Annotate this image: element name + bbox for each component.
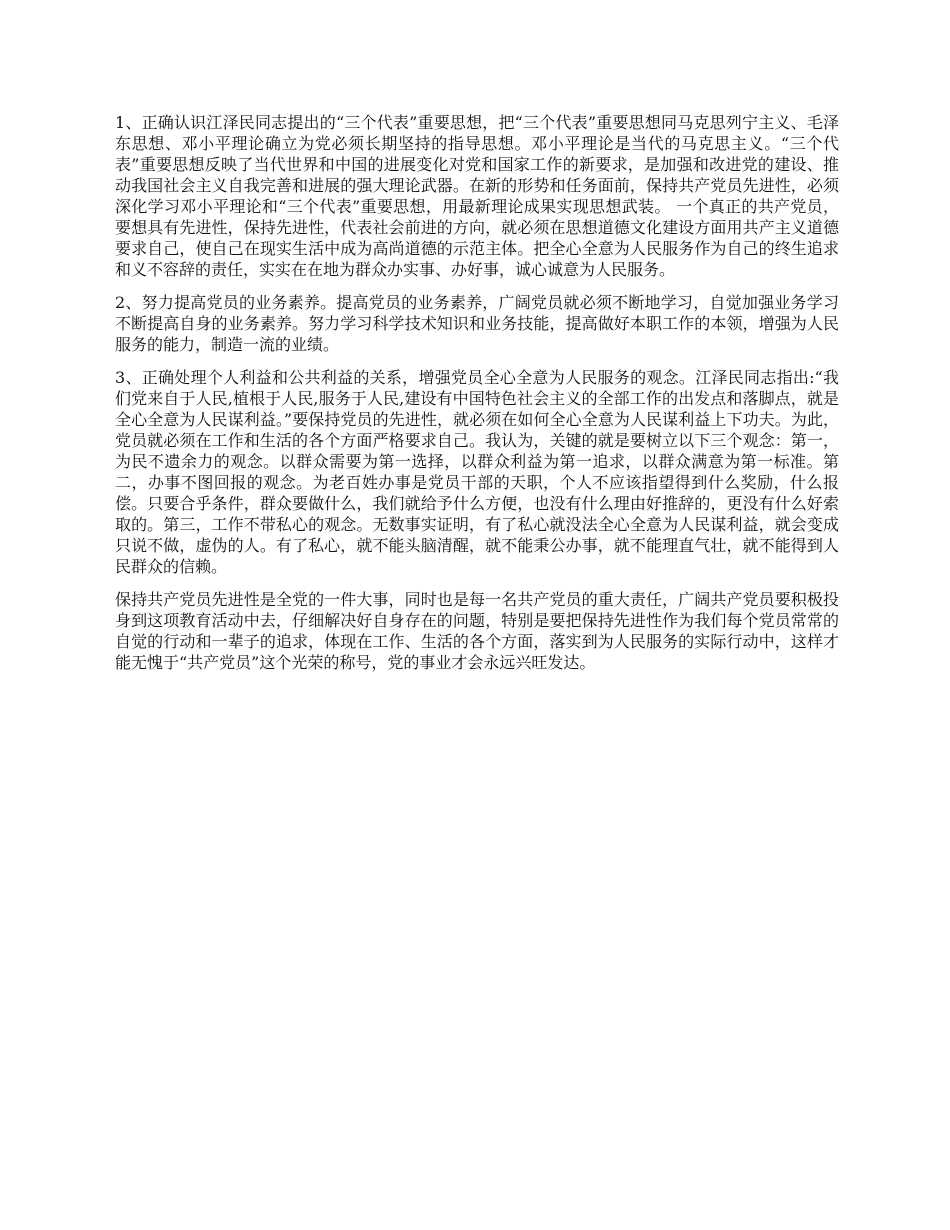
paragraph-point-2: 2、努力提高党员的业务素养。提高党员的业务素养，广阔党员就必须不断地学习，自觉加强业务学习不断提高自身的业务素养。努力学习科学技术知识和业务技能，提高做好本职工作的本领，增强为人民服务的能力，制造一流的业绩。 (115, 293, 839, 354)
document-body (115, 112, 839, 685)
paragraph-point-3: 3、正确处理个人利益和公共利益的关系，增强党员全心全意为人民服务的观念。江泽民同志指出:“我们党来自于人民,植根于人民,服务于人民,建设有中国特色社会主义的全部工作的出发点和落脚点，就是全心全意为人民谋利益。”要保持党员的先进性，就必须在如何全心全意为人民谋利益上下功夫。为此，党员就必须在工作和生活的各个方面严格要求自己。我认为，关键的就是要树立以下三个观念：第一，为民不遗余力的观念。以群众需要为第一选择，以群众利益为第一追求，以群众满意为第一标准。第二，办事不图回报的观念。为老百姓办事是党员干部的天职，个人不应该指望得到什么奖励，什么报偿。只要合乎条件，群众要做什么，我们就给予什么方便，也没有什么理由好推辞的，更没有什么好索取的。第三，工作不带私心的观念。无数事实证明，有了私心就没法全心全意为人民谋利益，就会变成只说不做，虚伪的人。有了私心，就不能头脑清醒，就不能秉公办事，就不能理直气壮，就不能得到人民群众的信赖。 (115, 368, 839, 576)
paragraph-point-1: 1、正确认识江泽民同志提出的“三个代表”重要思想，把“三个代表”重要思想同马克思列宁主义、毛泽东思想、邓小平理论确立为党必须长期坚持的指导思想。邓小平理论是当代的马克思主义。“三个代表”重要思想反映了当代世界和中国的进展变化对党和国家工作的新要求，是加强和改进党的建设、推动我国社会主义自我完善和进展的强大理论武器。在新的形势和任务面前，保持共产党员先进性，必须深化学习邓小平理论和“三个代表”重要思想，用最新理论成果实现思想武装。 一个真正的共产党员，要想具有先进性，保持先进性，代表社会前进的方向，就必须在思想道德文化建设方面用共产主义道德要求自己，使自己在现实生活中成为高尚道德的示范主体。把全心全意为人民服务作为自己的终生追求和义不容辞的责任，实实在在地为群众办实事、办好事，诚心诚意为人民服务。 (115, 113, 839, 279)
paragraph-conclusion: 保持共产党员先进性是全党的一件大事，同时也是每一名共产党员的重大责任，广阔共产党员要积极投身到这项教育活动中去，仔细解决好自身存在的问题，特别是要把保持先进性作为我们每个党员常常的自觉的行动和一辈子的追求，体现在工作、生活的各个方面，落实到为人民服务的实际行动中，这样才能无愧于“共产党员”这个光荣的称号，党的事业才会永远兴旺发达。 (115, 590, 839, 672)
